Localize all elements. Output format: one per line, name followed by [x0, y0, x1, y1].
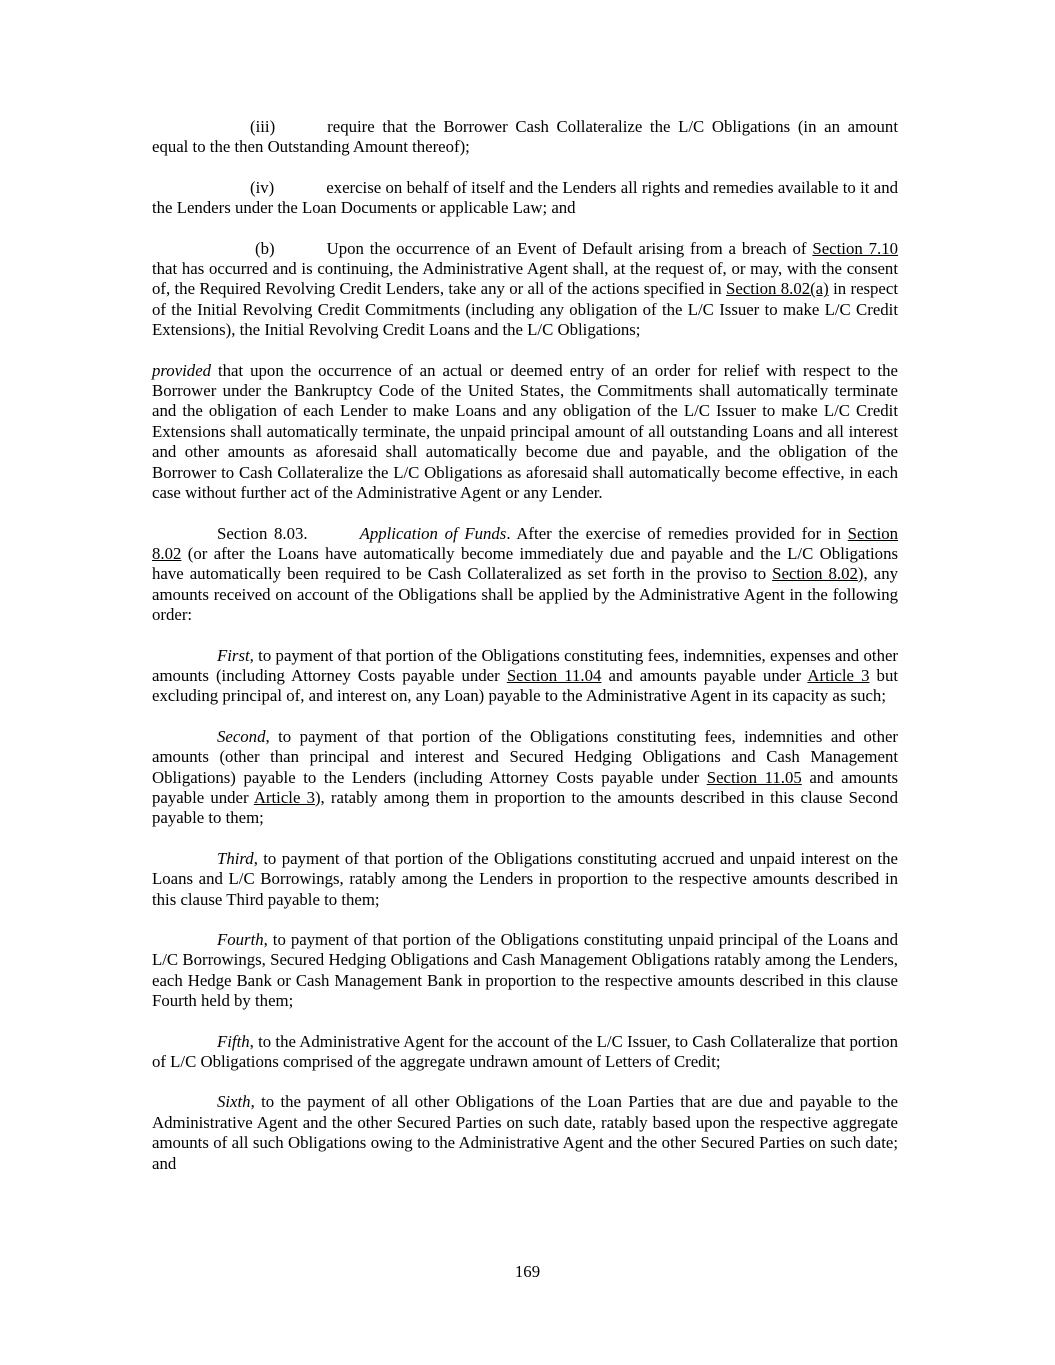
text-run: provided [152, 360, 212, 380]
cross-reference: Section 8.02 [152, 523, 899, 563]
cross-reference: Section 8.02 [772, 564, 858, 584]
cross-reference: Section 7.10 [812, 238, 898, 258]
text-run: (iii) [250, 117, 276, 136]
text-run: require that the Borrower Cash Collateralize the L/C Obligations (in an amount equal to the then Outstanding Amount thereof); [152, 117, 898, 157]
text-run: exercise on behalf of itself and the Lenders all rights and remedies available to it and the Lenders under the Loan Documents or applicable Law; and [152, 177, 898, 218]
text-run: (b) [255, 238, 275, 258]
text-run: (iv) [250, 177, 275, 197]
text-run: , to payment of that portion of the Obligations constituting fees, indemnities, expenses and other amounts (including Attorney Costs payable under [152, 645, 898, 685]
text-run: , to payment of that portion of the Obligations constituting unpaid principal of the Loans and L/C Borrowings, Secured Hedging Obligations and Cash Management Obligations ratably among the Lenders, each Hedge Bank or Cash Management Bank in proportion to the respective amounts described in this clause Fourth held by them; [152, 930, 898, 1011]
clause-fourth [152, 930, 898, 1012]
text-run: Second [217, 726, 266, 746]
text-run: but excluding principal of, and interest on, any Loan) payable to the Administrative Agent in its capacity as such; [152, 665, 899, 706]
text-run: Fourth [217, 930, 264, 949]
text-run: Upon the occurrence of an Event of Default arising from a breach of [326, 238, 813, 258]
text-run: Sixth [217, 1092, 251, 1112]
text-run: and amounts payable under [152, 767, 899, 807]
text-run: that has occurred and is continuing, the Administrative Agent shall, at the request of, or may, with the consent of, the Required Revolving Credit Lenders, take any or all of the actions specified in [152, 259, 898, 299]
clause-third [152, 849, 898, 910]
clause-b [152, 239, 898, 341]
clause-iii [152, 117, 898, 158]
page-footer [0, 1262, 1055, 1282]
text-run: (or after the Loans have automatically become immediately due and payable and the L/C Obligations have automatically been required to be Cash Collateralized as set forth in the proviso to [152, 543, 898, 584]
page-number: 169 [514, 1262, 541, 1281]
clause-iv [152, 178, 898, 219]
clause-first [152, 646, 898, 707]
text-run: in respect of the Initial Revolving Credit Commitments (including any obligation of the L/C Issuer to make L/C Credit Extensions), the Initial Revolving Credit Loans and the L/C Obligations; [152, 279, 898, 340]
text-run: Section 8.03. [217, 523, 308, 543]
text-run: , to the Administrative Agent for the account of the L/C Issuer, to Cash Collateralize that portion of L/C Obligations comprised of the aggregate undrawn amount of Letters of Credit; [152, 1031, 898, 1072]
clause-fifth [152, 1032, 898, 1073]
text-run: that upon the occurrence of an actual or deemed entry of an order for relief with respect to the Borrower under the Bankruptcy Code of the United States, the Commitments shall automatically terminate and the obligation of each Lender to make Loans and any obligation of the L/C Issuer to make L/C Credit Extensions shall automatically terminate, the unpaid principal amount of all outstanding Loans and all interest and other amounts as aforesaid shall automatically become due and payable, and the obligation of the Borrower to Cash Collateralize the L/C Obligations as aforesaid shall automatically become effective, in each case without further act of the Administrative Agent or any Lender. [152, 360, 898, 503]
text-run: . After the exercise of remedies provided for in [506, 523, 848, 543]
cross-reference: Article 3 [253, 787, 315, 807]
text-run: , to payment of that portion of the Obligations constituting fees, indemnities and other amounts (other than principal and interest and Secured Hedging Obligations and Cash Management Obligations) payable to the Lenders (including Attorney Costs payable under [152, 726, 898, 787]
section-8-03 [152, 524, 898, 626]
text-run: and amounts payable under [601, 665, 808, 685]
cross-reference: Section 11.05 [706, 767, 802, 787]
clause-sixth [152, 1092, 898, 1174]
text-run: Third [217, 848, 254, 868]
cross-reference: Section 8.02(a) [726, 279, 829, 299]
text-run: Application of Funds [359, 523, 507, 543]
text-run: Fifth [217, 1031, 250, 1051]
proviso-paragraph [152, 361, 898, 504]
clause-second [152, 727, 898, 829]
cross-reference: Section 11.04 [506, 665, 602, 685]
text-run: , to the payment of all other Obligations of the Loan Parties that are due and payable to the Administrative Agent and the other Secured Parties on such date, ratably based upon the respective aggregate amounts of all such Obligations owing to the Administrative Agent and the other Secured Parties on such date; and [152, 1092, 898, 1173]
cross-reference: Article 3 [807, 665, 870, 685]
text-run: , to payment of that portion of the Obligations constituting accrued and unpaid interest on the Loans and L/C Borrowings, ratably among the Lenders in proportion to the respective amounts described in this clause Third payable to them; [152, 848, 898, 909]
text-run: ), ratably among them in proportion to the amounts described in this clause Second payable to them; [152, 787, 898, 828]
text-run: ), any amounts received on account of the Obligations shall be applied by the Administrative Agent in the following order: [152, 564, 898, 625]
text-run: First [217, 645, 250, 665]
document-body [152, 117, 898, 1194]
